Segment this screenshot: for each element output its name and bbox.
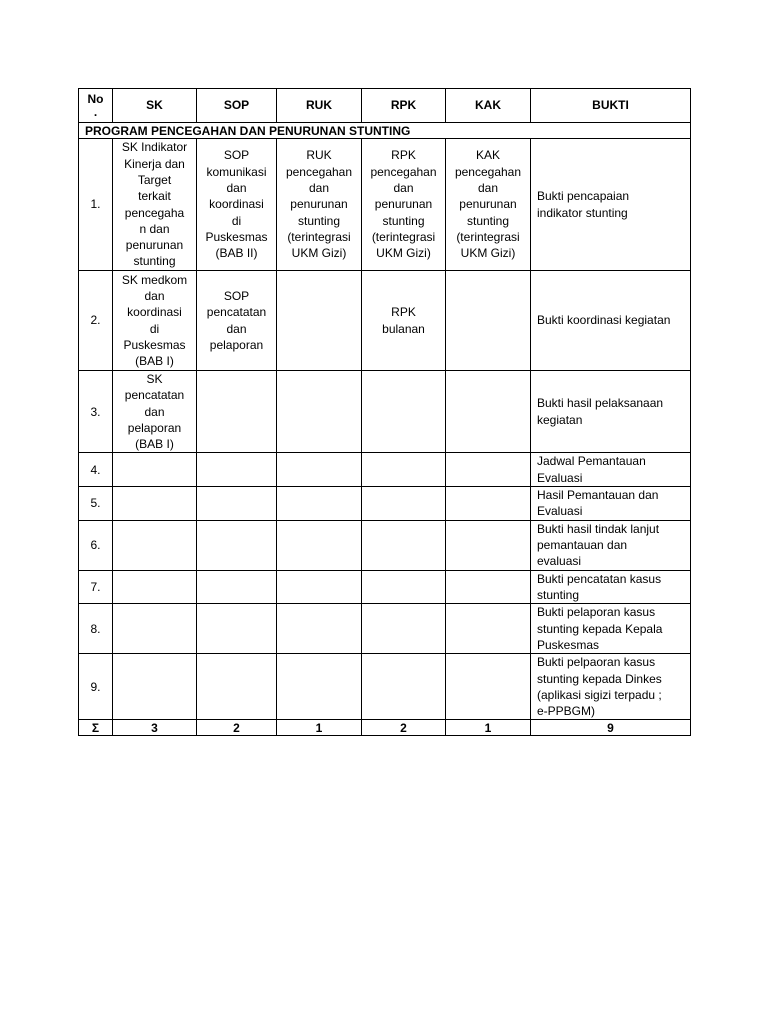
row-number: 2.	[79, 271, 113, 371]
cell-kak	[446, 654, 531, 720]
cell-rpk	[362, 570, 446, 604]
cell-ruk	[277, 487, 362, 521]
row-number: 7.	[79, 570, 113, 604]
cell-sk: SK Indikator Kinerja dan Target terkait pencegaha n dan penurunan stunting	[113, 139, 197, 271]
cell-sk	[113, 520, 197, 570]
cell-ruk	[277, 453, 362, 487]
total-sop: 2	[197, 720, 277, 736]
cell-bukti: Bukti pelaporan kasus stunting kepada Kepala Puskesmas	[531, 604, 691, 654]
table-row	[79, 453, 691, 487]
stunting-program-table	[78, 88, 691, 736]
header-sop: SOP	[197, 89, 277, 123]
header-row	[79, 89, 691, 123]
cell-rpk: RPK pencegahan dan penurunan stunting (terintegrasi UKM Gizi)	[362, 139, 446, 271]
cell-bukti: Bukti pencapaian indikator stunting	[531, 139, 691, 271]
sum-symbol: Σ	[79, 720, 113, 736]
cell-rpk	[362, 487, 446, 521]
header-rpk: RPK	[362, 89, 446, 123]
cell-kak	[446, 520, 531, 570]
header-kak: KAK	[446, 89, 531, 123]
cell-rpk	[362, 371, 446, 453]
cell-rpk	[362, 453, 446, 487]
total-kak: 1	[446, 720, 531, 736]
cell-bukti: Hasil Pemantauan dan Evaluasi	[531, 487, 691, 521]
header-sk: SK	[113, 89, 197, 123]
total-bukti: 9	[531, 720, 691, 736]
table-row	[79, 604, 691, 654]
cell-ruk: RUK pencegahan dan penurunan stunting (terintegrasi UKM Gizi)	[277, 139, 362, 271]
cell-bukti: Bukti pelpaoran kasus stunting kepada Dinkes (aplikasi sigizi terpadu ; e-PPBGM)	[531, 654, 691, 720]
row-number: 9.	[79, 654, 113, 720]
row-number: 1.	[79, 139, 113, 271]
totals-row	[79, 720, 691, 736]
cell-bukti: Bukti koordinasi kegiatan	[531, 271, 691, 371]
cell-sop	[197, 487, 277, 521]
row-number: 8.	[79, 604, 113, 654]
cell-sk: SK pencatatan dan pelaporan (BAB I)	[113, 371, 197, 453]
cell-bukti: Bukti hasil pelaksanaan kegiatan	[531, 371, 691, 453]
total-rpk: 2	[362, 720, 446, 736]
cell-sop	[197, 570, 277, 604]
cell-kak	[446, 453, 531, 487]
table-row	[79, 487, 691, 521]
table-row	[79, 271, 691, 371]
table-row	[79, 371, 691, 453]
row-number: 3.	[79, 371, 113, 453]
cell-bukti: Bukti hasil tindak lanjut pemantauan dan evaluasi	[531, 520, 691, 570]
cell-sop	[197, 520, 277, 570]
cell-ruk	[277, 271, 362, 371]
program-title-row	[79, 123, 691, 139]
cell-rpk: RPK bulanan	[362, 271, 446, 371]
cell-rpk	[362, 654, 446, 720]
cell-kak	[446, 487, 531, 521]
row-number: 4.	[79, 453, 113, 487]
cell-sop: SOP pencatatan dan pelaporan	[197, 271, 277, 371]
cell-kak	[446, 604, 531, 654]
cell-sop	[197, 371, 277, 453]
cell-sop	[197, 604, 277, 654]
cell-bukti: Bukti pencatatan kasus stunting	[531, 570, 691, 604]
program-title: PROGRAM PENCEGAHAN DAN PENURUNAN STUNTING	[79, 123, 691, 139]
cell-sk: SK medkom dan koordinasi di Puskesmas (BAB I)	[113, 271, 197, 371]
cell-ruk	[277, 520, 362, 570]
cell-sop	[197, 453, 277, 487]
cell-rpk	[362, 520, 446, 570]
cell-bukti: Jadwal Pemantauan Evaluasi	[531, 453, 691, 487]
header-bukti: BUKTI	[531, 89, 691, 123]
row-number: 5.	[79, 487, 113, 521]
cell-ruk	[277, 654, 362, 720]
cell-ruk	[277, 371, 362, 453]
cell-kak: KAK pencegahan dan penurunan stunting (terintegrasi UKM Gizi)	[446, 139, 531, 271]
table-row	[79, 520, 691, 570]
total-sk: 3	[113, 720, 197, 736]
row-number: 6.	[79, 520, 113, 570]
cell-sk	[113, 604, 197, 654]
cell-sk	[113, 453, 197, 487]
cell-ruk	[277, 570, 362, 604]
table-row	[79, 139, 691, 271]
cell-kak	[446, 271, 531, 371]
cell-sk	[113, 570, 197, 604]
cell-sop: SOP komunikasi dan koordinasi di Puskesmas (BAB II)	[197, 139, 277, 271]
cell-ruk	[277, 604, 362, 654]
cell-sk	[113, 487, 197, 521]
cell-kak	[446, 371, 531, 453]
cell-sk	[113, 654, 197, 720]
cell-sop	[197, 654, 277, 720]
header-no: No .	[79, 89, 113, 123]
cell-kak	[446, 570, 531, 604]
cell-rpk	[362, 604, 446, 654]
table-row	[79, 570, 691, 604]
table-row	[79, 654, 691, 720]
header-ruk: RUK	[277, 89, 362, 123]
total-ruk: 1	[277, 720, 362, 736]
